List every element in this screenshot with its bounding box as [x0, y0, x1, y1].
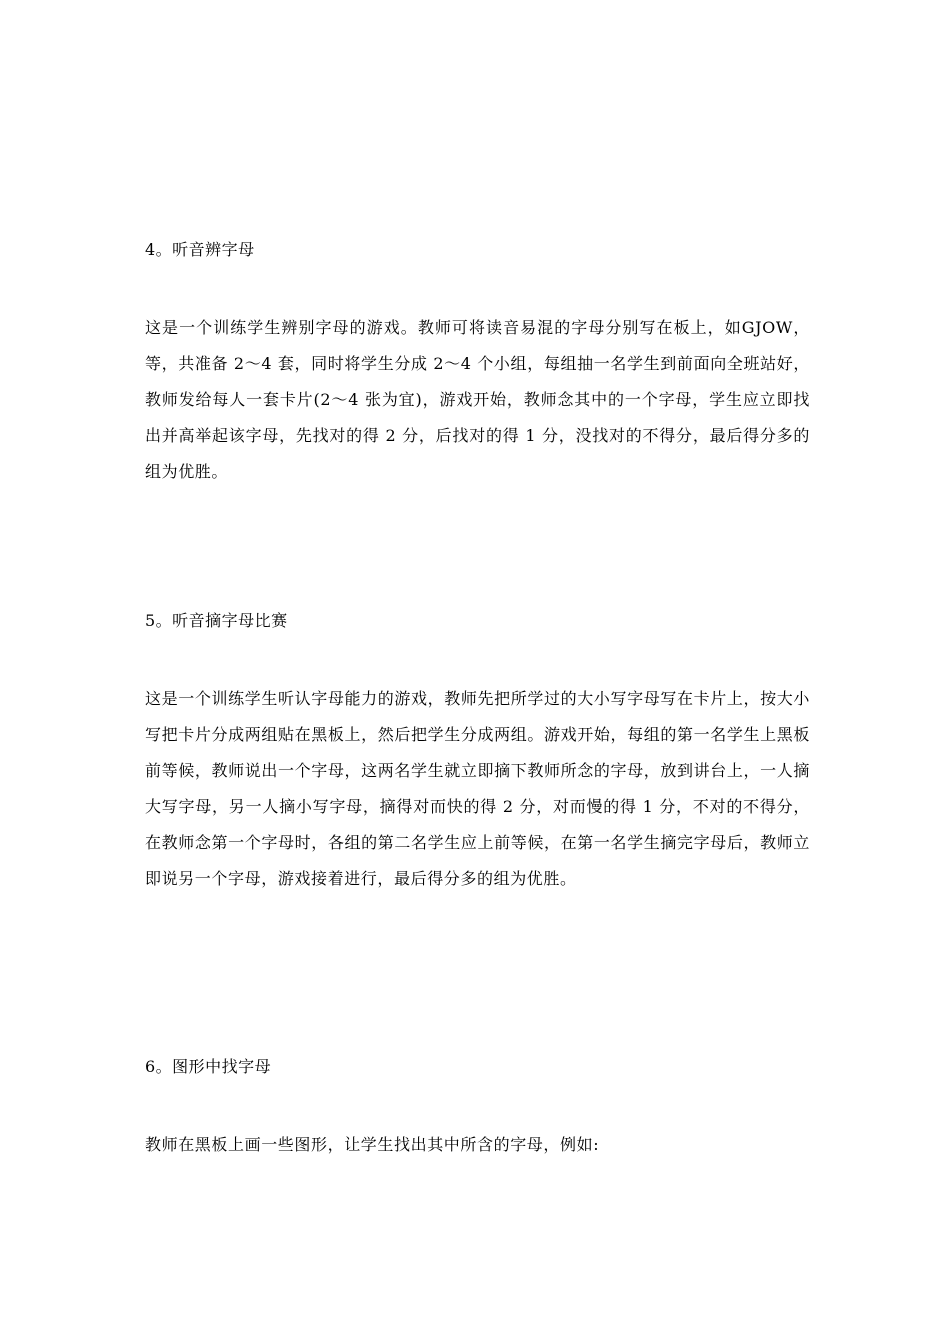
section-body-4: 这是一个训练学生辨别字母的游戏。教师可将读音易混的字母分别写在板上，如GJOW，等，共准备 2～4 套，同时将学生分成 2～4 个小组，每组抽一名学生到前面向全班站好，教师发给每人一套卡片(2～4 张为宜)，游戏开始，教师念其中的一个字母，学生应立即找出并高举起该字母，先找对的得 2 分，后找对的得 1 分，没找对的不得分，最后得分多的组为优胜。: [145, 318, 810, 481]
section-heading-6: 6。图形中找字母: [145, 1057, 272, 1076]
section-body-6: 教师在黑板上画一些图形，让学生找出其中所含的字母，例如:: [145, 1135, 600, 1154]
section-heading-5: 5。听音摘字母比赛: [145, 611, 288, 630]
section-body-5: 这是一个训练学生听认字母能力的游戏，教师先把所学过的大小写字母写在卡片上，按大小写把卡片分成两组贴在黑板上，然后把学生分成两组。游戏开始，每组的第一名学生上黑板前等候，教师说出一个字母，这两名学生就立即摘下教师所念的字母，放到讲台上，一人摘大写字母，另一人摘小写字母，摘得对而快的得 2 分，对而慢的得 1 分，不对的不得分，在教师念第一个字母时，各组的第二名学生应上前等候，在第一名学生摘完字母后，教师立即说另一个字母，游戏接着进行，最后得分多的组为优胜。: [145, 689, 810, 888]
section-heading-4: 4。听音辨字母: [145, 240, 255, 259]
